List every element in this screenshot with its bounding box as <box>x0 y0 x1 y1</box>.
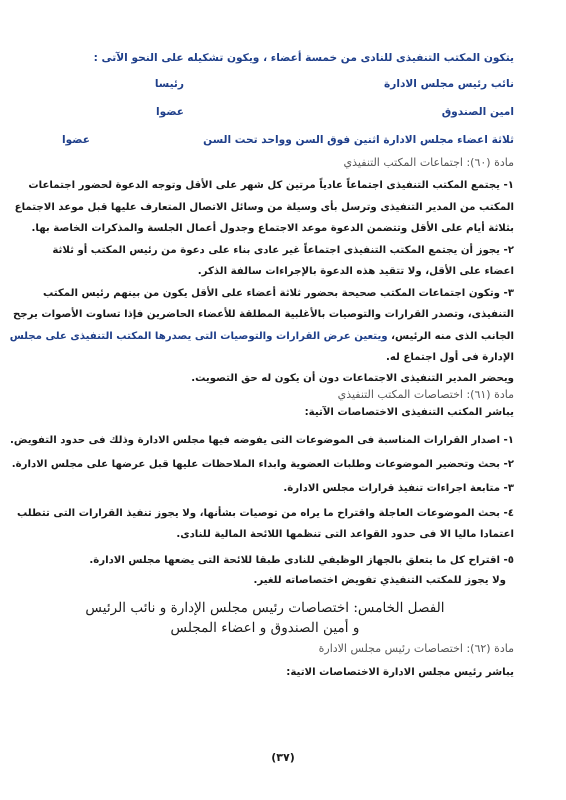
article-61-item-3: ٣- متابعة اجراءات تنفيذ قرارات مجلس الادارة. <box>283 482 514 494</box>
text-line: ٤- بحث الموضوعات العاجلة واقتراح ما يراه من توصيات بشأنها، ولا يجوز تنفيذ القرارات التى تتطلب <box>16 507 514 519</box>
article-61-item-2: ٢- بحث وتحضير الموضوعات وطلبات العضوية وابداء الملاحظات عليها قبل عرضها على مجلس الادارة. <box>11 458 514 470</box>
article-60-para-1 <box>14 175 514 240</box>
text-line: ٣- وتكون اجتماعات المكتب صحيحة بحضور ثلاثة أعضاء على الأقل يكون من بينهم رئيس المكتب <box>42 287 514 299</box>
article-61-intro: يباشر المكتب التنفيذى الاختصاصات الآتية: <box>304 406 514 418</box>
composition-row-1 <box>34 78 514 106</box>
article-60-heading: مادة (٦٠): اجتماعات المكتب التنفيذي <box>343 156 514 169</box>
article-60-note: ويحضر المدير التنفيذى الاجتماعات دون أن يكون له حق التصويت. <box>191 372 514 384</box>
article-62-intro: يباشر رئيس مجلس الادارة الاختصاصات الاتية: <box>286 666 514 678</box>
text-line <box>9 326 514 348</box>
composition-role: امين الصندوق <box>441 106 514 118</box>
composition-intro: يتكون المكتب التنفيذى للنادى من خمسة أعضاء ، ويكون تشكيله على النحو الآتى : <box>93 52 514 64</box>
article-61-heading: مادة (٦١): اختصاصات المكتب التنفيذي <box>337 387 514 401</box>
composition-role: نائب رئيس مجلس الادارة <box>383 78 514 90</box>
chapter-title-line-2: و أمين الصندوق و اعضاء المجلس <box>170 619 360 636</box>
composition-position: رئيسا <box>154 78 184 90</box>
article-60-para-2 <box>34 240 514 283</box>
text-fragment: الجانب الذى منه الرئيس، <box>387 330 514 342</box>
text-line: اعتمادا ماليا الا فى حدود القواعد التى تنظمها اللائحة المالية للنادى. <box>176 529 514 540</box>
composition-position: عضوا <box>62 134 90 146</box>
chapter-title <box>34 598 514 638</box>
composition-role: ثلاثة اعضاء مجلس الادارة اثنين فوق السن وواحد تحت السن <box>203 134 514 146</box>
article-61-item-1: ١- اصدار القرارات المناسبة فى الموضوعات التى يفوضه فيها مجلس الادارة وذلك فى حدود التفويض. <box>9 434 514 446</box>
text-line: اعضاء على الأقل، ولا تتقيد هذه الدعوة بالإجراءات سالفة الذكر. <box>197 266 514 277</box>
text-line: ٢- يجوز أن يجتمع المكتب التنفيذى اجتماعاً غير عادى بناء على دعوة من رئيس المكتب أو ثلاثة <box>52 244 514 256</box>
composition-row-3 <box>34 134 514 154</box>
article-61-item-5: ٥- اقتراح كل ما يتعلق بالجهاز الوظيفي للنادى طبقا للائحة التى يضعها مجلس الادارة. <box>89 554 514 566</box>
article-62-heading: مادة (٦٢): اختصاصات رئيس مجلس الادارة <box>318 641 514 655</box>
article-61-item-4 <box>16 503 514 546</box>
article-61-closing: ولا يجوز للمكتب التنفيذي تفويض اختصاصاته للغير. <box>253 574 506 586</box>
text-line: الإدارة فى أول اجتماع له. <box>386 352 514 363</box>
page-number: (٣٧) <box>271 751 295 764</box>
text-line: بثلاثة أيام على الأقل وتتضمن الدعوة موعد الاجتماع وجدول أعمال الجلسة والمذكرات الخاصة بها. <box>31 223 514 234</box>
text-line: المكتب من المدير التنفيذى وترسل بأى وسيلة من وسائل الاتصال المتعارف عليها قبل موعد الاجتماع <box>14 201 514 213</box>
text-line: التنفيذى، وتصدر القرارات والتوصيات بالأغلبية المطلقة للأعضاء الحاضرين فإذا تساوت الأصوات يرجح <box>12 309 514 320</box>
highlighted-text: ويتعين عرض القرارات والتوصيات التى يصدرها المكتب التنفيذى على مجلس <box>9 330 388 342</box>
composition-position: عضوا <box>156 106 184 118</box>
article-60-para-3 <box>9 283 514 369</box>
text-line: ١- يجتمع المكتب التنفيذى اجتماعاً عادياً مرتين كل شهر على الأقل وتوجه الدعوة لحضور اجتماعات <box>28 180 514 191</box>
composition-row-2 <box>34 106 514 134</box>
chapter-title-line-1: الفصل الخامس: اختصاصات رئيس مجلس الإدارة و نائب الرئيس <box>85 599 445 616</box>
